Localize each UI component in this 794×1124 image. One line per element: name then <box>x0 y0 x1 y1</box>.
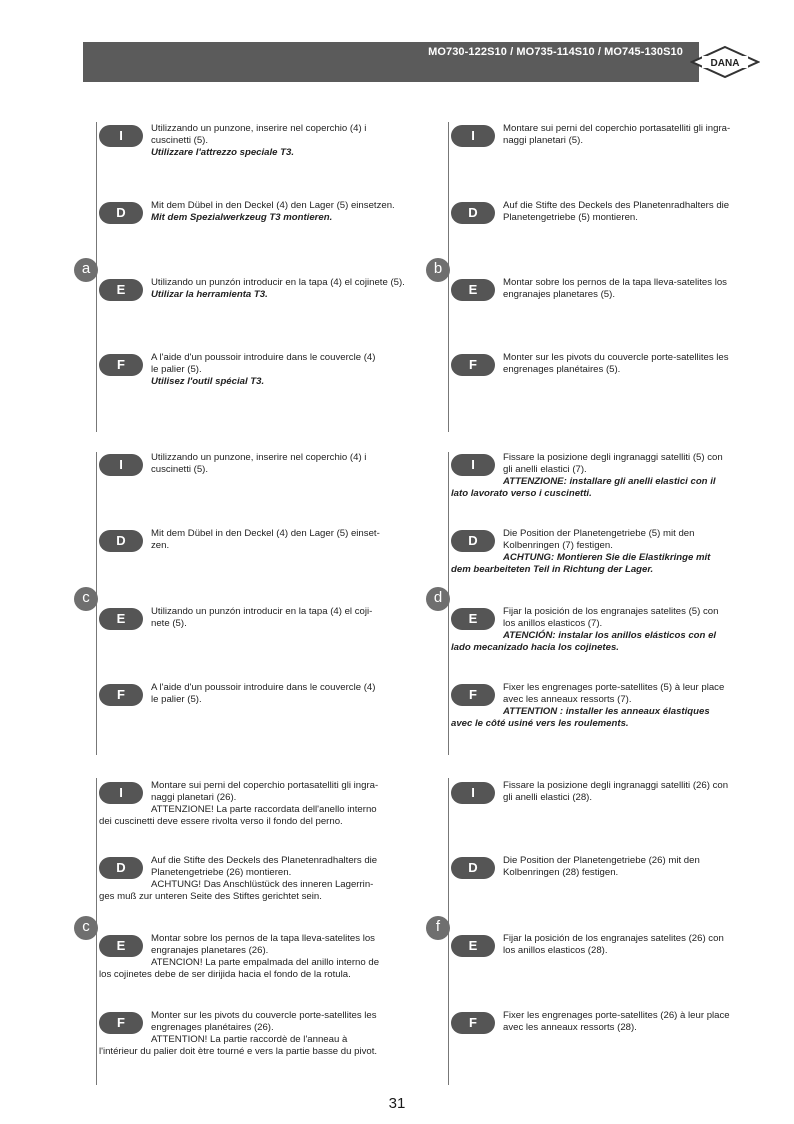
step-label: c <box>74 587 98 611</box>
instruction-text <box>503 933 724 957</box>
instruction-line: Montar sobre los pernos de la tapa lleva-satelites los <box>503 277 727 288</box>
instruction-line: engranajes planetares (26). <box>151 945 269 956</box>
instruction-text <box>451 606 719 654</box>
instruction-line: Utilizando un punzón introducir en la tapa (4) el cojinete (5). <box>151 277 405 288</box>
language-badge: D <box>99 530 143 552</box>
instruction-line: le palier (5). <box>151 364 202 375</box>
instruction-text <box>99 933 380 981</box>
step-label: a <box>74 258 98 282</box>
section-divider-line <box>96 122 97 432</box>
instruction-line: ATTENZIONE! La parte raccordata dell'anello interno <box>151 804 377 815</box>
instruction-line: los anillos elasticos (28). <box>503 945 608 956</box>
step-label: f <box>426 916 450 940</box>
language-badge: D <box>99 857 143 879</box>
instruction-line: Kolbenringen (28) festigen. <box>503 867 619 878</box>
instruction-text <box>503 277 727 301</box>
instruction-line: los anillos elasticos (7). <box>503 618 603 629</box>
language-badge: E <box>99 935 143 957</box>
instruction-line: zen. <box>151 540 170 551</box>
instruction-text <box>503 780 728 804</box>
instruction-text <box>99 855 378 903</box>
instruction-line: A l'aide d'un poussoir introduire dans le couvercle (4) <box>151 682 376 693</box>
warning-text-continued: avec le côté usiné vers les roulements. <box>451 718 629 729</box>
language-badge: F <box>99 1012 143 1034</box>
instruction-text <box>151 452 366 476</box>
page-number: 31 <box>388 1095 406 1112</box>
language-badge: I <box>99 782 143 804</box>
instruction-line: le palier (5). <box>151 694 202 705</box>
instruction-line: Fijar la posición de los engranajes satelites (5) con <box>503 606 719 617</box>
model-title: MO730-122S10 / MO735-114S10 / MO745-130S10 <box>428 46 683 58</box>
step-label: d <box>426 587 450 611</box>
instruction-line: engrenages planétaires (5). <box>503 364 621 375</box>
instruction-line: Die Position der Planetengetriebe (26) mit den <box>503 855 700 866</box>
instruction-line-continued: los cojinetes debe de ser dirijida hacia el fondo de la rotula. <box>99 969 351 980</box>
instruction-text <box>151 200 395 224</box>
warning-text: ATENCIÓN: instalar los anillos elásticos con el <box>503 630 717 641</box>
language-badge: F <box>99 354 143 376</box>
language-badge: I <box>99 125 143 147</box>
instruction-text <box>503 855 700 879</box>
instruction-line: nete (5). <box>151 618 187 629</box>
instruction-line: Fixer les engrenages porte-satellites (26) à leur place <box>503 1010 730 1021</box>
language-badge: D <box>451 202 495 224</box>
language-badge: F <box>451 354 495 376</box>
language-badge: I <box>451 125 495 147</box>
instruction-line: ACHTUNG! Das Anschlüstück des inneren Lagerrin- <box>151 879 374 890</box>
instruction-text <box>451 452 723 500</box>
warning-text-continued: lado mecanizado hacia los cojinetes. <box>451 642 619 653</box>
instruction-line: ATTENTION! La partie raccordè de l'anneau à <box>151 1034 348 1045</box>
language-badge: E <box>99 279 143 301</box>
instruction-line: A l'aide d'un poussoir introduire dans le couvercle (4) <box>151 352 376 363</box>
instruction-line: Utilizzando un punzone, inserire nel coperchio (4) i <box>151 452 367 463</box>
instruction-line: Fijar la posición de los engranajes satelites (26) con <box>503 933 724 944</box>
instruction-line-continued: l'intérieur du palier doit ètre tourné e vers la partie basse du pivot. <box>99 1046 378 1057</box>
warning-text: Mit dem Spezialwerkzeug T3 montieren. <box>151 212 333 223</box>
instruction-line: Auf die Stifte des Deckels des Planetenradhalters die <box>151 855 378 866</box>
warning-text: ATTENTION : installer les anneaux élastiques <box>503 706 710 717</box>
instruction-line: cuscinetti (5). <box>151 135 209 146</box>
section-divider-line <box>448 122 449 432</box>
instruction-text <box>151 277 405 301</box>
instruction-line: naggi planetari (26). <box>151 792 237 803</box>
language-badge: F <box>451 1012 495 1034</box>
instruction-line: gli anelli elastici (7). <box>503 464 587 475</box>
warning-text: Utilisez l'outil spécial T3. <box>151 376 265 387</box>
instruction-line: engranajes planetares (5). <box>503 289 615 300</box>
instruction-line: cuscinetti (5). <box>151 464 209 475</box>
instruction-text <box>503 123 730 147</box>
instruction-line: Auf die Stifte des Deckels des Planetenradhalters die <box>503 200 730 211</box>
instruction-line-continued: dei cuscinetti deve essere rivolta verso il fondo del perno. <box>99 816 343 827</box>
svg-text:DANA: DANA <box>710 58 740 69</box>
instruction-text <box>151 123 366 159</box>
instruction-line: naggi planetari (5). <box>503 135 583 146</box>
dana-logo <box>690 45 760 79</box>
instruction-text <box>451 528 711 576</box>
language-badge: D <box>99 202 143 224</box>
instruction-line: Montare sui perni del coperchio portasatelliti gli ingra- <box>503 123 731 134</box>
instruction-text <box>503 352 729 376</box>
instruction-line: Kolbenringen (7) festigen. <box>503 540 613 551</box>
warning-text-continued: dem bearbeiteten Teil in Richtung der Lager. <box>451 564 654 575</box>
instruction-line: Mit dem Dübel in den Deckel (4) den Lager (5) einsetzen. <box>151 200 395 211</box>
language-badge: D <box>451 530 495 552</box>
language-badge: I <box>451 782 495 804</box>
instruction-line: Planetengetriebe (5) montieren. <box>503 212 638 223</box>
instruction-line: Mit dem Dübel in den Deckel (4) den Lager (5) einset- <box>151 528 380 539</box>
instruction-text <box>99 780 379 828</box>
language-badge: I <box>451 454 495 476</box>
warning-text: ACHTUNG: Montieren Sie die Elastikringe mit <box>503 552 711 563</box>
language-badge: E <box>451 279 495 301</box>
instruction-line: avec les anneaux ressorts (7). <box>503 694 632 705</box>
warning-text: Utilizzare l'attrezzo speciale T3. <box>151 147 295 158</box>
instruction-text <box>99 1010 378 1058</box>
language-badge: E <box>451 608 495 630</box>
header-bar <box>83 42 699 82</box>
instruction-line: Monter sur les pivots du couvercle porte-satellites les <box>151 1010 377 1021</box>
language-badge: F <box>451 684 495 706</box>
instruction-line: Planetengetriebe (26) montieren. <box>151 867 292 878</box>
instruction-line: Fissare la posizione degli ingranaggi satelliti (26) con <box>503 780 729 791</box>
step-label: c <box>74 916 98 940</box>
instruction-text <box>503 200 729 224</box>
language-badge: I <box>99 454 143 476</box>
warning-text: ATTENZIONE: installare gli anelli elastici con il <box>503 476 716 487</box>
instruction-line: engrenages planétaires (26). <box>151 1022 274 1033</box>
instruction-line: Montar sobre los pernos de la tapa lleva-satelites los <box>151 933 375 944</box>
instruction-text <box>503 1010 730 1034</box>
instruction-line: Fixer les engrenages porte-satellites (5) à leur place <box>503 682 725 693</box>
instruction-line-continued: ges muß zur unteren Seite des Stiftes gerichtet sein. <box>99 891 322 902</box>
language-badge: F <box>99 684 143 706</box>
language-badge: E <box>451 935 495 957</box>
language-badge: D <box>451 857 495 879</box>
instruction-line: Monter sur les pivots du couvercle porte-satellites les <box>503 352 729 363</box>
instruction-line: Utilizando un punzón introducir en la tapa (4) el coji- <box>151 606 373 617</box>
instruction-line: gli anelli elastici (28). <box>503 792 593 803</box>
instruction-text <box>151 352 375 388</box>
instruction-text <box>151 682 375 706</box>
instruction-line: Montare sui perni del coperchio portasatelliti gli ingra- <box>151 780 379 791</box>
instruction-text <box>451 682 725 730</box>
warning-text: Utilizar la herramienta T3. <box>151 289 268 300</box>
instruction-line: Utilizzando un punzone, inserire nel coperchio (4) i <box>151 123 367 134</box>
instruction-line: Die Position der Planetengetriebe (5) mit den <box>503 528 695 539</box>
instruction-line: ATENCION! La parte empalmada del anillo interno de <box>151 957 380 968</box>
language-badge: E <box>99 608 143 630</box>
instruction-line: avec les anneaux ressorts (28). <box>503 1022 637 1033</box>
instruction-text <box>151 528 380 552</box>
warning-text-continued: lato lavorato verso i cuscinetti. <box>451 488 592 499</box>
instruction-line: Fissare la posizione degli ingranaggi satelliti (5) con <box>503 452 723 463</box>
instruction-text <box>151 606 372 630</box>
step-label: b <box>426 258 450 282</box>
